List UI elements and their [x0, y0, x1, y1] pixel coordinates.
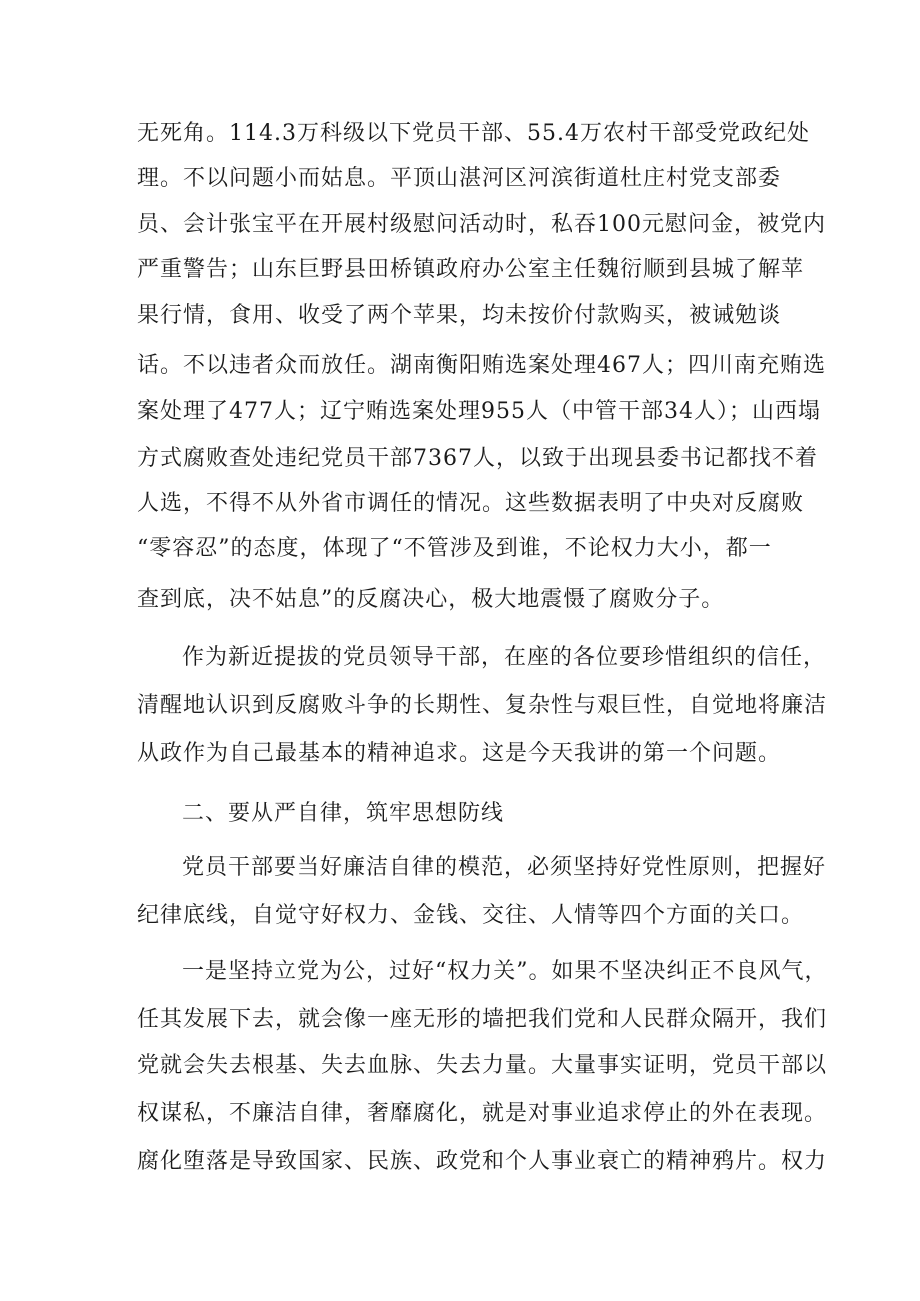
section-heading: 二、要从严自律，筑牢思想防线 [182, 801, 505, 826]
text-line: 方式腐败查处违纪党员干部7367人，以致于出现县委书记都找不着 [137, 446, 818, 471]
text-line: 纪律底线，自觉守好权力、金钱、交往、人情等四个方面的关口。 [137, 903, 805, 928]
text-line: 果行情，食用、收受了两个苹果，均未按价付款购买，被诫勉谈 [137, 303, 782, 328]
text-line: 严重警告；山东巨野县田桥镇政府办公室主任魏衍顺到县城了解苹 [137, 257, 805, 282]
text-line: 从政作为自己最基本的精神追求。这是今天我讲的第一个问题。 [137, 741, 782, 766]
text-line: 话。不以违者众而放任。湖南衡阳贿选案处理467人；四川南充贿选 [137, 353, 826, 378]
text-line: 腐化堕落是导致国家、民族、政党和个人事业衰亡的精神鸦片。权力 [137, 1149, 828, 1174]
paragraph-first-line: 党员干部要当好廉洁自律的模范，必须坚持好党性原则，把握好 [182, 855, 827, 880]
text-line: 理。不以问题小而姑息。平顶山湛河区河滨街道杜庄村党支部委 [137, 166, 782, 191]
text-line: 清醒地认识到反腐败斗争的长期性、复杂性与艰巨性，自觉地将廉洁 [137, 693, 828, 718]
text-line: 案处理了477人；辽宁贿选案处理955人（中管干部34人）；山西塌 [137, 399, 821, 424]
text-line: 任其发展下去，就会像一座无形的墙把我们党和人民群众隔开，我们 [137, 1007, 828, 1032]
text-line: 权谋私，不廉洁自律，奢靡腐化，就是对事业追求停止的外在表现。 [137, 1101, 828, 1126]
text-line: 党就会失去根基、失去血脉、失去力量。大量事实证明，党员干部以 [137, 1053, 828, 1078]
paragraph-first-line: 作为新近提拔的党员领导干部，在座的各位要珍惜组织的信任， [182, 645, 827, 670]
text-line: 无死角。114.3万科级以下党员干部、55.4万农村干部受党政纪处 [137, 121, 810, 146]
paragraph-first-line: 一是坚持立党为公，过好“权力关”。如果不坚决纠正不良风气， [182, 959, 828, 984]
text-line: 员、会计张宝平在开展村级慰问活动时，私吞100元慰问金，被党内 [137, 212, 826, 237]
text-line: 查到底，决不姑息”的反腐决心，极大地震慑了腐败分子。 [137, 587, 725, 612]
text-line: 人选，不得不从外省市调任的情况。这些数据表明了中央对反腐败 [137, 491, 805, 516]
text-line: “零容忍”的态度，体现了“不管涉及到谁，不论权力大小，都一 [137, 536, 772, 561]
